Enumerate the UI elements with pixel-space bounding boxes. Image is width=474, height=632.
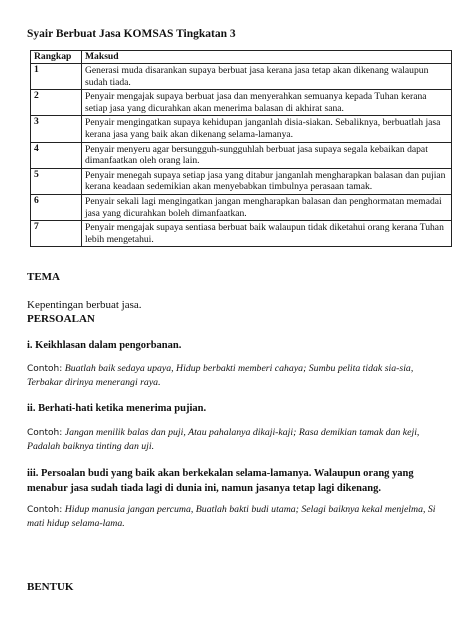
contoh-block <box>27 426 447 454</box>
bentuk-heading: BENTUK <box>27 581 74 593</box>
rangkap-number: 4 <box>31 142 82 168</box>
table-header-row <box>31 51 452 64</box>
table-row <box>31 194 452 220</box>
maksud-text: Penyair mengajak supaya berbuat jasa dan menyerahkan semuanya kepada Tuhan kerana setiap jasa yang dicurahkan akan menerima balasan di akhirat sana. <box>82 90 452 116</box>
contoh-text: Buatlah baik sedaya upaya, Hidup berbakti memberi cahaya; Sumbu pelita tidak sia-sia, Terbakar dirinya menerangi raya. <box>27 363 414 388</box>
header-rangkap: Rangkap <box>31 51 82 64</box>
table-row <box>31 142 452 168</box>
contoh-text: Jangan menilik balas dan puji, Atau pahalanya dikaji-kaji; Rasa demikian tamak dan keji, Padalah baiknya tinting dan uji. <box>27 427 420 452</box>
rangkap-number: 7 <box>31 221 82 247</box>
persoalan-item-title: ii. Berhati-hati ketika menerima pujian. <box>27 403 207 414</box>
maksud-text: Penyair menyeru agar bersungguh-sungguhlah berbuat jasa supaya segala kebaikan dapat dimanfaatkan oleh orang lain. <box>82 142 452 168</box>
rangkap-number: 3 <box>31 116 82 142</box>
tema-heading: TEMA <box>27 271 60 283</box>
persoalan-item-title: i. Keikhlasan dalam pengorbanan. <box>27 340 182 351</box>
maksud-text: Penyair mengajak supaya sentiasa berbuat baik walaupun tidak diketahui orang kerana Tuhan lebih mengetahui. <box>82 221 452 247</box>
document-title: Syair Berbuat Jasa KOMSAS Tingkatan 3 <box>27 28 236 40</box>
table-row <box>31 116 452 142</box>
maksud-text: Penyair mengingatkan supaya kehidupan janganlah disia-siakan. Sebaliknya, berbuatlah jasa kerana jasa yang baik akan dikenang selama-lamanya. <box>82 116 452 142</box>
contoh-block <box>27 503 447 531</box>
persoalan-heading: PERSOALAN <box>27 313 95 325</box>
table-row <box>31 221 452 247</box>
table-row <box>31 64 452 90</box>
rangkap-number: 1 <box>31 64 82 90</box>
maksud-text: Penyair menegah supaya setiap jasa yang ditabur janganlah mengharapkan balasan dan pujian kerana keadaan sedemikian akan menyebabkan timbulnya perasaan tamak. <box>82 168 452 194</box>
table-row <box>31 90 452 116</box>
contoh-label: Contoh: <box>27 428 63 438</box>
contoh-block <box>27 362 447 390</box>
persoalan-item-title: iii. Persoalan budi yang baik akan berkekalan selama-lamanya. Walaupun orang yang menabur jasa sudah tiada lagi di dunia ini, namun jasanya tetap lagi dikenang. <box>27 468 414 494</box>
tema-text: Kepentingan berbuat jasa. <box>27 299 142 311</box>
rangkap-number: 2 <box>31 90 82 116</box>
rangkap-number: 5 <box>31 168 82 194</box>
contoh-label: Contoh: <box>27 505 63 515</box>
table-row <box>31 168 452 194</box>
maksud-text: Generasi muda disarankan supaya berbuat jasa kerana jasa tetap akan dikenang walaupun sudah tiada. <box>82 64 452 90</box>
rangkap-number: 6 <box>31 194 82 220</box>
header-maksud: Maksud <box>82 51 452 64</box>
contoh-text: Hidup manusia jangan percuma, Buatlah bakti budi utama; Selagi baiknya kekal menjelma, Si mati hidup selama-lama. <box>27 504 436 529</box>
contoh-label: Contoh: <box>27 364 63 374</box>
maksud-text: Penyair sekali lagi mengingatkan jangan mengharapkan balasan dan penghormatan memadai jasa yang dicurahkan boleh dimanfaatkan. <box>82 194 452 220</box>
rangkap-table <box>30 50 452 247</box>
